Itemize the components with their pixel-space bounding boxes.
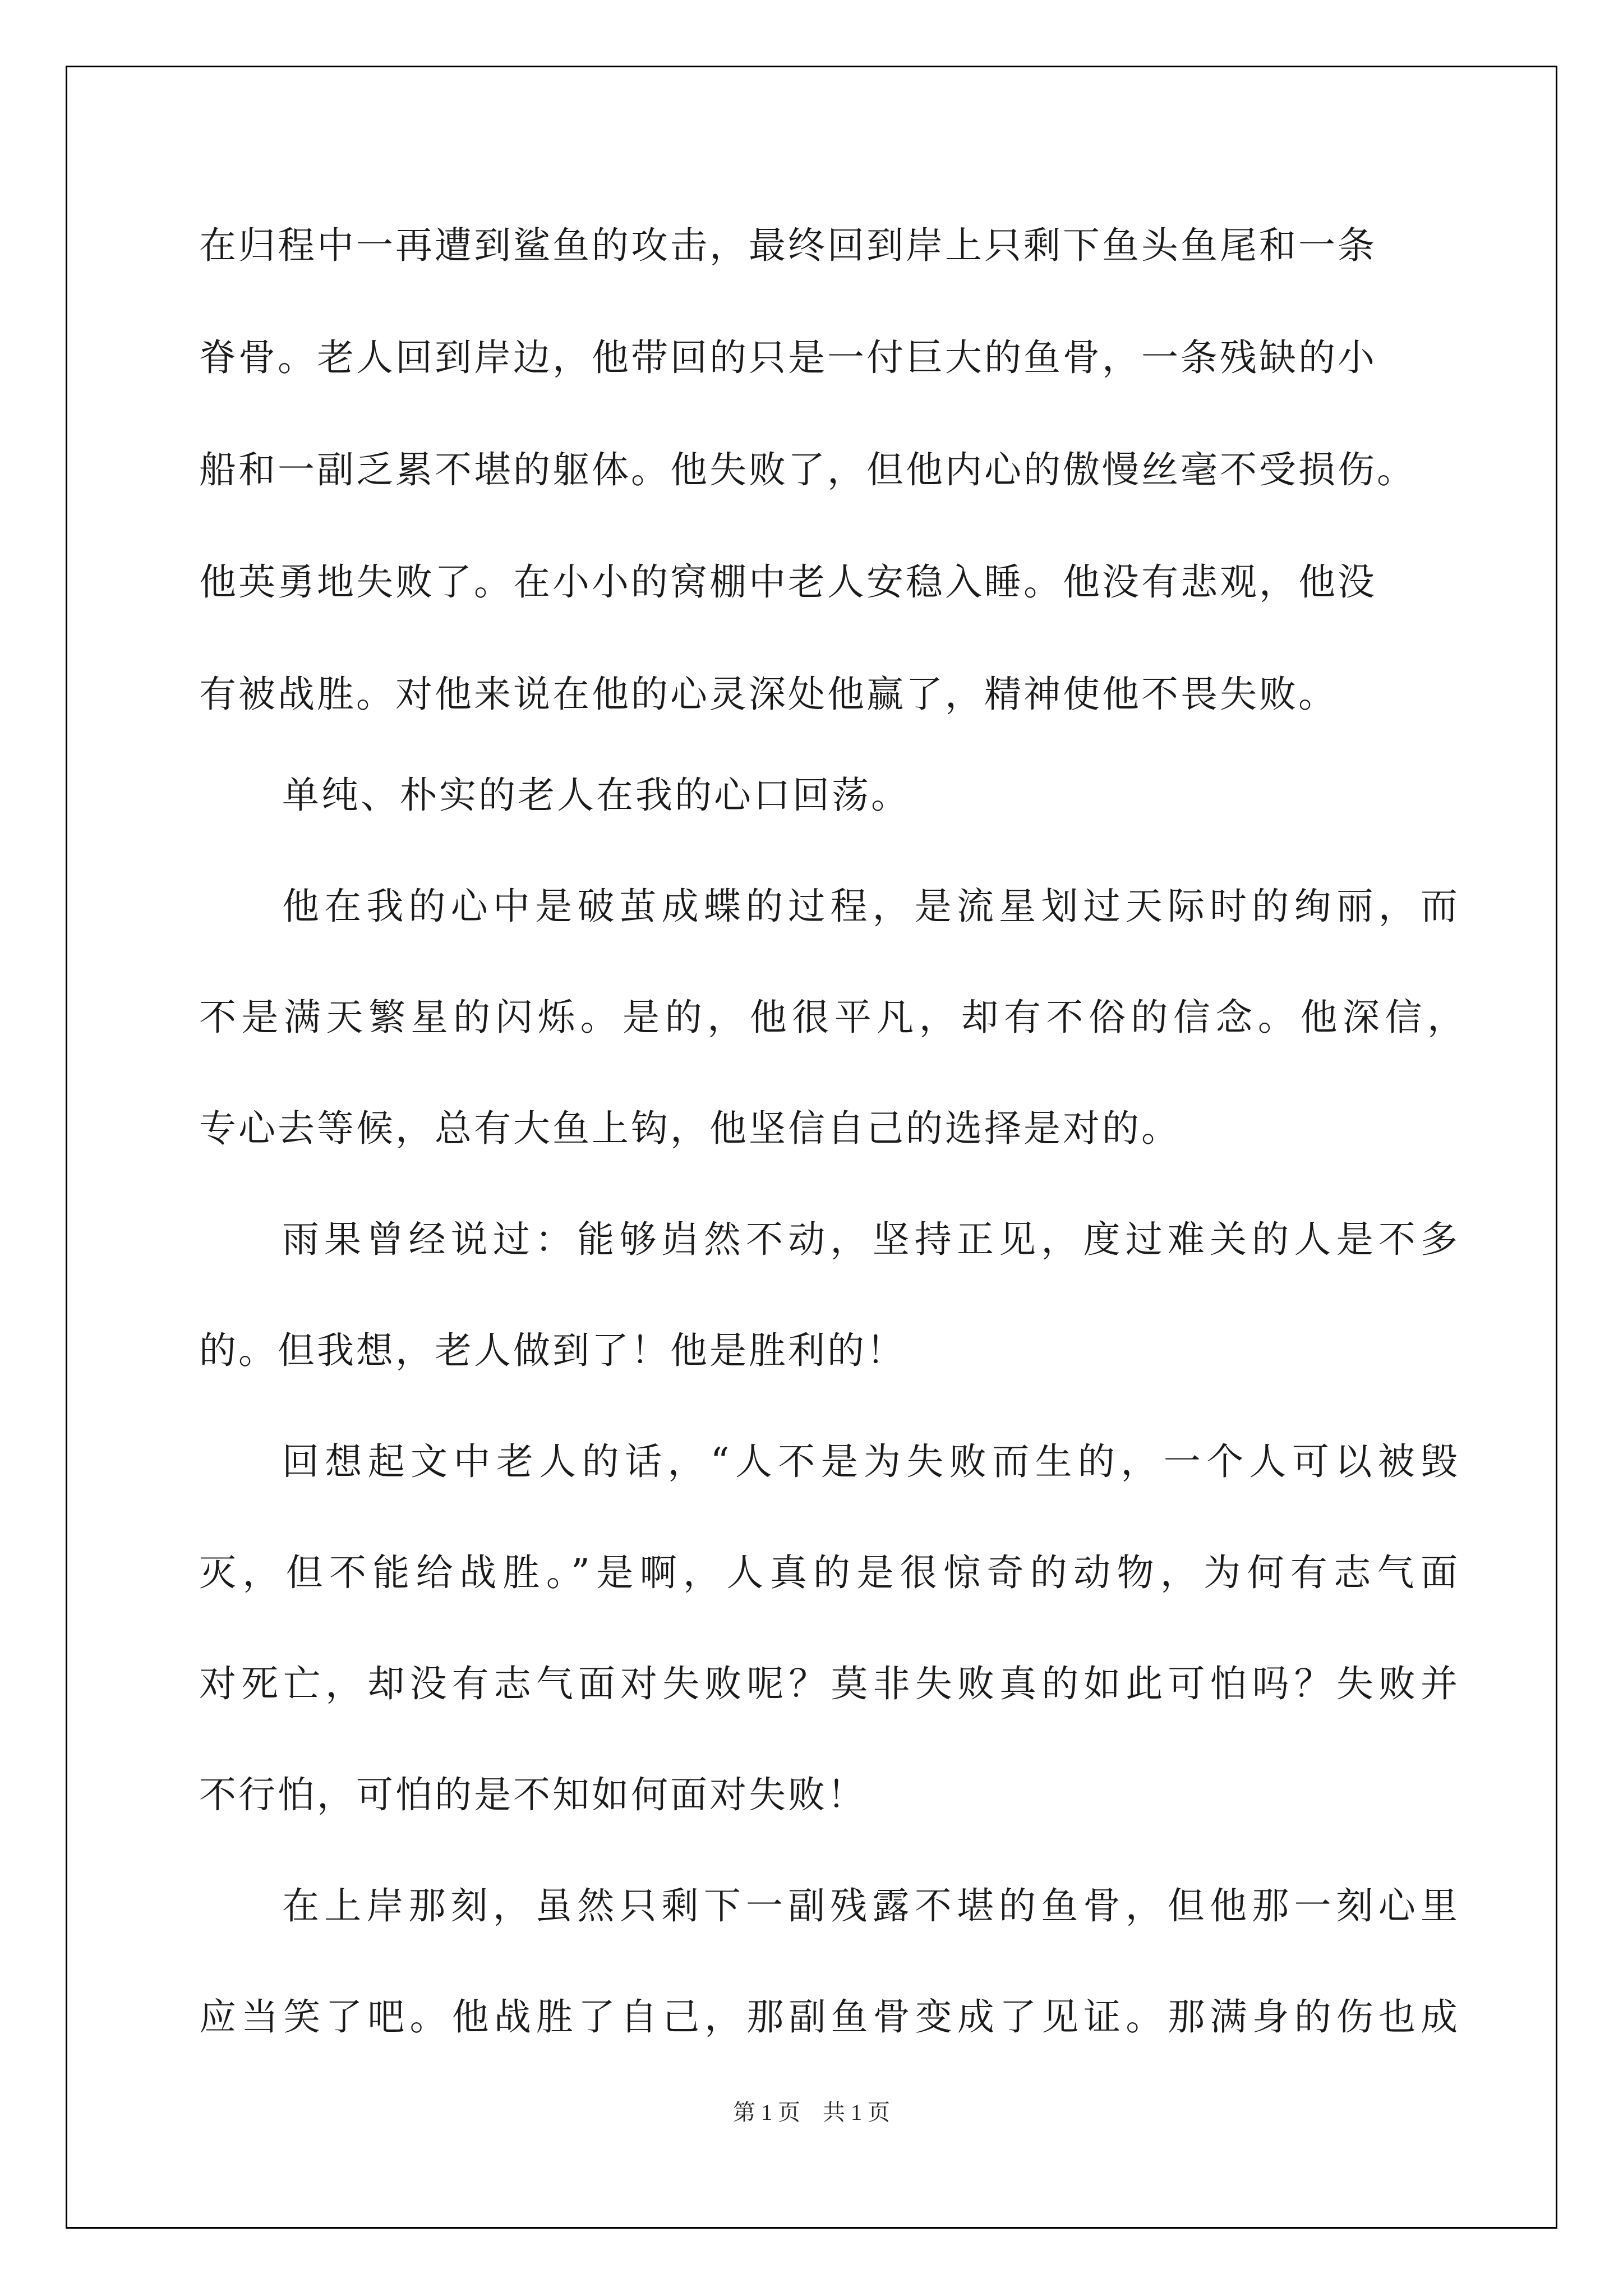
paragraph-first-line: 回想起文中老人的话，“人不是为失败而生的，一个人可以被毁 bbox=[282, 1440, 1460, 1483]
paragraph-first-line: 在上岸那刻，虽然只剩下一副残露不堪的鱼骨，但他那一刻心里 bbox=[282, 1884, 1460, 1927]
text-line: 不行怕，可怕的是不知如何面对失败！ bbox=[199, 1773, 866, 1816]
text-line: 专心去等候，总有大鱼上钩，他坚信自己的选择是对的。 bbox=[199, 1107, 1181, 1150]
text-line: 在归程中一再遭到鲨鱼的攻击，最终回到岸上只剩下鱼头鱼尾和一条 bbox=[199, 224, 1377, 267]
text-line: 对死亡，却没有志气面对失败呢？莫非失败真的如此可怕吗？失败并 bbox=[199, 1662, 1460, 1705]
paragraph-first-line: 单纯、朴实的老人在我的心口回荡。 bbox=[282, 774, 910, 817]
text-line: 脊骨。老人回到岸边，他带回的只是一付巨大的鱼骨，一条残缺的小 bbox=[199, 336, 1377, 379]
text-line: 应当笑了吧。他战胜了自己，那副鱼骨变成了见证。那满身的伤也成 bbox=[199, 1995, 1460, 2039]
paragraph-first-line: 他在我的心中是破茧成蝶的过程，是流星划过天际时的绚丽，而 bbox=[282, 885, 1460, 928]
page-total: 共 1 页 bbox=[823, 2100, 890, 2125]
text-line: 的。但我想，老人做到了！他是胜利的！ bbox=[199, 1329, 906, 1372]
page-footer bbox=[0, 2096, 1623, 2129]
text-line: 他英勇地失败了。在小小的窝棚中老人安稳入睡。他没有悲观，他没 bbox=[199, 560, 1377, 604]
text-line: 灭，但不能给战胜。”是啊，人真的是很惊奇的动物，为何有志气面 bbox=[199, 1551, 1460, 1594]
text-line: 船和一副乏累不堪的躯体。他失败了，但他内心的傲慢丝毫不受损伤。 bbox=[199, 448, 1416, 491]
paragraph-first-line: 雨果曾经说过：能够岿然不动，坚持正见，度过难关的人是不多 bbox=[282, 1218, 1460, 1261]
text-line: 有被战胜。对他来说在他的心灵深处他赢了，精神使他不畏失败。 bbox=[199, 673, 1338, 716]
page-number: 第 1 页 bbox=[733, 2100, 800, 2125]
text-line: 不是满天繁星的闪烁。是的，他很平凡，却有不俗的信念。他深信， bbox=[199, 996, 1467, 1039]
